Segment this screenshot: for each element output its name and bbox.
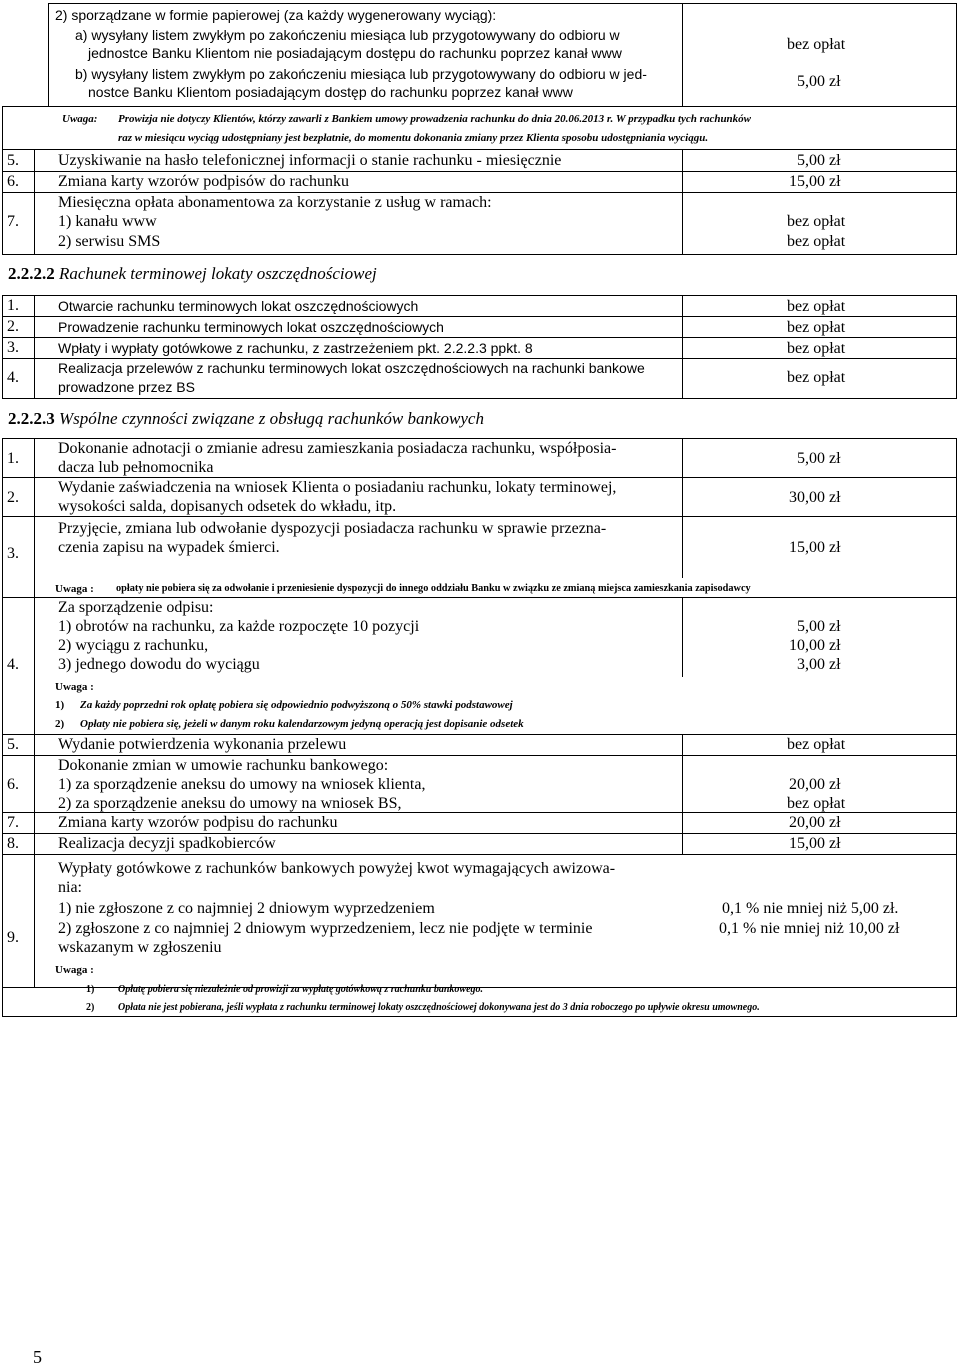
subscription-label: Miesięczna opłata abonamentowa za korzystanie z usług w ramach:	[58, 194, 492, 211]
row-text: Wpłaty i wypłaty gotówkowe z rachunku, z zastrzeżeniem pkt. 2.2.2.3 ppkt. 8	[58, 340, 533, 356]
statement-option-b-line1: b) wysyłany listem zwykłym po zakończeniu miesiąca lub przygotowywany do odbioru w jed-	[75, 66, 647, 82]
statement-note-line1: Prowizja nie dotyczy Klientów, którzy zawarli z Bankiem umowy prowadzenia rachunku do dnia 20.06.2013 r. W przypadku tych rachunków	[118, 113, 752, 125]
signature-card-change: Zmiana karty wzorów podpisu do rachunku	[58, 814, 338, 831]
death-disposition-note-label: Uwaga :	[55, 583, 94, 595]
row-number: 3.	[7, 339, 19, 356]
row-number: 2.	[7, 318, 19, 335]
statement-option-a-fee: bez opłat	[787, 36, 846, 53]
row-text: Uzyskiwanie na hasło telefonicznej informacji o stanie rachunku - miesięcznie	[58, 152, 562, 169]
contract-change-client-fee: 20,00 zł	[789, 776, 841, 793]
contract-change-label: Dokonanie zmian w umowie rachunku bankowego:	[58, 757, 389, 774]
row-number: 5.	[7, 152, 19, 169]
copy-note-1: Za każdy poprzedni rok opłatę pobiera się odpowiednio podwyższoną o 50% stawki podstawowej	[80, 699, 513, 711]
copy-document-fee: 3,00 zł	[797, 656, 841, 673]
contract-change-bs-fee: bez opłat	[787, 795, 846, 812]
row-fee: bez opłat	[787, 319, 846, 336]
withdrawal-line2: nia:	[58, 879, 82, 896]
row-number: 7.	[7, 814, 19, 831]
row-fee: bez opłat	[787, 298, 846, 315]
section-heading	[8, 410, 484, 427]
row-number: 8.	[7, 835, 19, 852]
statement-note-line2: raz w miesiącu wyciąg udostępniany jest bezpłatnie, do momentu dokonania zmiany przez Klienta sposobu udostępniania wyciągu.	[118, 132, 709, 144]
copy-note-label: Uwaga :	[55, 681, 94, 693]
death-disposition-line1: Przyjęcie, zmiana lub odwołanie dyspozycji posiadacza rachunku w sprawie przezna-	[58, 520, 607, 537]
address-change-line2: dacza lub pełnomocnika	[58, 459, 214, 476]
certificate-line1: Wydanie zaświadczenia na wniosek Klienta o posiadaniu rachunku, lokaty terminowej,	[58, 479, 617, 496]
death-disposition-line2: czenia zapisu na wypadek śmierci.	[58, 539, 280, 556]
statement-paper-label: 2) sporządzane w formie papierowej (za każdy wygenerowany wyciąg):	[55, 7, 497, 23]
death-disposition-fee: 15,00 zł	[789, 539, 841, 556]
subscription-sms: 2) serwisu SMS	[58, 233, 161, 250]
transfer-text-line2: prowadzone przez BS	[58, 379, 195, 395]
row-text: Prowadzenie rachunku terminowych lokat oszczędnościowych	[58, 319, 444, 335]
row-number: 4.	[7, 369, 19, 386]
subscription-www: 1) kanału www	[58, 213, 157, 230]
heirs-decision: Realizacja decyzji spadkobierców	[58, 835, 276, 852]
row-text: Zmiana karty wzorów podpisów do rachunku	[58, 173, 350, 190]
row-fee: bez opłat	[787, 340, 846, 357]
heirs-decision-fee: 15,00 zł	[789, 835, 841, 852]
copy-note-2: Opłaty nie pobiera się, jeżeli w danym roku kalendarzowym jedyną operacją jest dopisanie odsetek	[80, 718, 524, 730]
transfer-confirmation-fee: bez opłat	[787, 736, 846, 753]
section-title: Wspólne czynności związane z obsługą rachunków bankowych	[59, 409, 484, 428]
withdrawal-not-collected-line2: wskazanym w zgłoszeniu	[58, 939, 222, 956]
statement-note-label: Uwaga:	[62, 113, 98, 125]
withdrawal-note-2: Opłata nie jest pobierana, jeśli wypłata z rachunku terminowej lokaty oszczędnościowej dokonywana jest do 3 dnia roboczego po upływie okresu umownego.	[118, 1002, 760, 1013]
withdrawal-note-num: 1)	[86, 984, 95, 995]
copy-document: 3) jednego dowodu do wyciągu	[58, 656, 260, 673]
row-fee: 15,00 zł	[789, 173, 841, 190]
row-number: 9.	[7, 929, 19, 946]
row-fee: 5,00 zł	[797, 152, 841, 169]
death-disposition-note: opłaty nie pobiera się za odwołanie i przeniesienie dyspozycji do innego oddziału Banku w związku ze zmianą miejsca zamieszkania zapisodawcy	[116, 583, 751, 594]
section-title: Rachunek terminowej lokaty oszczędnościowej	[59, 264, 377, 283]
copy-label: Za sporządzenie odpisu:	[58, 599, 214, 616]
row-number: 2.	[7, 489, 19, 506]
contract-change-bs: 2) za sporządzenie aneksu do umowy na wniosek BS,	[58, 795, 402, 812]
withdrawal-note-1: Opłatę pobiera się niezależnie od prowizji za wypłatę gotówkową z rachunku bankowego.	[118, 984, 484, 995]
withdrawal-line1: Wypłaty gotówkowe z rachunków bankowych powyżej kwot wymagających awizowa-	[58, 860, 616, 877]
row-number: 1.	[7, 450, 19, 467]
withdrawal-not-notified: 1) nie zgłoszone z co najmniej 2 dniowym wyprzedzeniem	[58, 900, 435, 917]
withdrawal-not-notified-fee: 0,1 % nie mniej niż 5,00 zł.	[722, 900, 899, 917]
certificate-fee: 30,00 zł	[789, 489, 841, 506]
row-number: 6.	[7, 173, 19, 190]
section-number: 2.2.2.3	[8, 409, 55, 428]
subscription-sms-fee: bez opłat	[787, 233, 846, 250]
signature-card-change-fee: 20,00 zł	[789, 814, 841, 831]
row-number: 4.	[7, 656, 19, 673]
address-change-line1: Dokonanie adnotacji o zmianie adresu zamieszkania posiadacza rachunku, współposia-	[58, 440, 617, 457]
statement-option-b-line2: nostce Banku Klientom posiadającym dostęp do rachunku poprzez kanał www	[88, 84, 573, 100]
copy-turnover: 1) obrotów na rachunku, za każde rozpoczęte 10 pozycji	[58, 618, 420, 635]
statement-option-a-line2: jednostce Banku Klientom nie posiadającym dostępu do rachunku poprzez kanał www	[88, 45, 622, 61]
row-number: 7.	[7, 213, 19, 230]
contract-change-client: 1) za sporządzenie aneksu do umowy na wniosek klienta,	[58, 776, 426, 793]
address-change-fee: 5,00 zł	[797, 450, 841, 467]
statement-option-b-fee: 5,00 zł	[797, 73, 841, 90]
certificate-line2: wysokości salda, dopisanych odsetek do wkładu, itp.	[58, 498, 397, 515]
copy-statement-fee: 10,00 zł	[789, 637, 841, 654]
section-heading	[8, 265, 377, 282]
row-number: 3.	[7, 545, 19, 562]
copy-note-num: 2)	[55, 718, 65, 730]
copy-statement: 2) wyciągu z rachunku,	[58, 637, 209, 654]
withdrawal-not-collected-line1: 2) zgłoszone z co najmniej 2 dniowym wyprzedzeniem, lecz nie podjęte w terminie	[58, 920, 593, 937]
section-number: 2.2.2.2	[8, 264, 55, 283]
row-number: 6.	[7, 776, 19, 793]
transfer-text-line1: Realizacja przelewów z rachunku terminowych lokat oszczędnościowych na rachunki bankowe	[58, 360, 645, 376]
copy-turnover-fee: 5,00 zł	[797, 618, 841, 635]
copy-note-num: 1)	[55, 699, 65, 711]
withdrawal-note-label: Uwaga :	[55, 964, 94, 976]
subscription-www-fee: bez opłat	[787, 213, 846, 230]
transfer-confirmation: Wydanie potwierdzenia wykonania przelewu	[58, 736, 347, 753]
withdrawal-note-num: 2)	[86, 1002, 95, 1013]
page-number: 5	[33, 1347, 42, 1364]
row-number: 5.	[7, 736, 19, 753]
transfer-fee: bez opłat	[787, 369, 846, 386]
row-text: Otwarcie rachunku terminowych lokat oszczędnościowych	[58, 298, 419, 314]
statement-option-a-line1: a) wysyłany listem zwykłym po zakończeniu miesiąca lub przygotowywany do odbioru w	[75, 27, 620, 43]
row-number: 1.	[7, 297, 19, 314]
withdrawal-not-collected-fee: 0,1 % nie mniej niż 10,00 zł	[719, 920, 900, 937]
